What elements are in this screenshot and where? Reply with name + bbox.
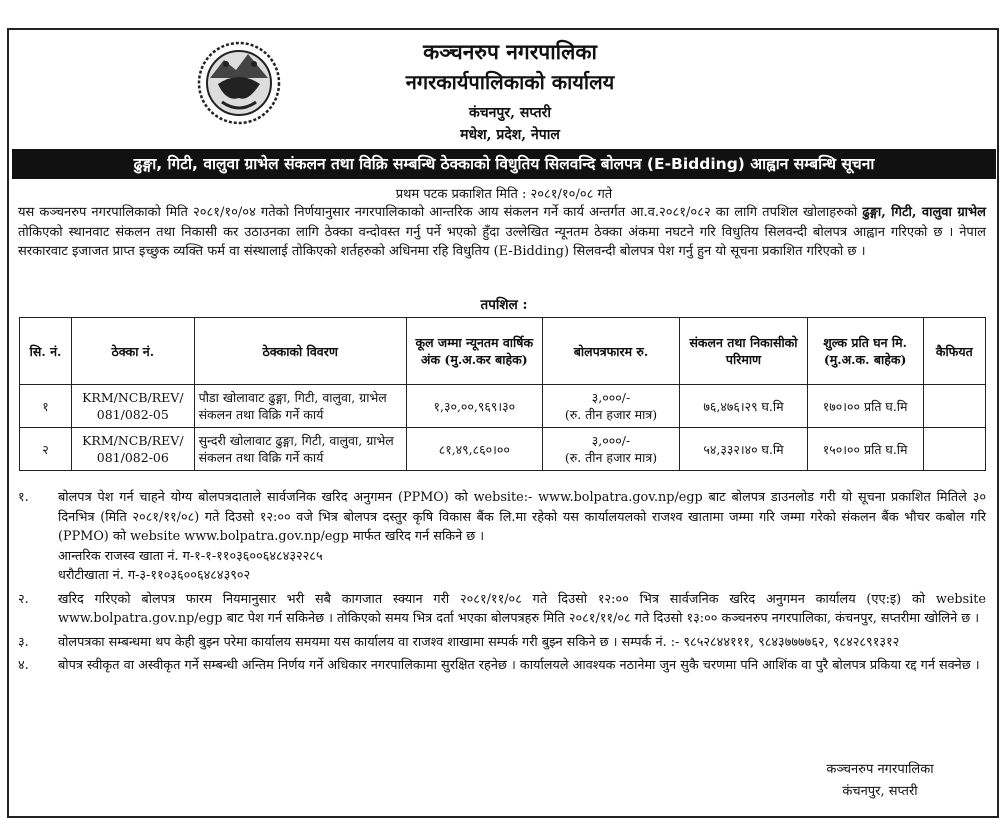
note-item: [18, 633, 986, 653]
note-text: वोलपत्रका सम्बन्धमा थप केही बुझ्न परेमा कार्यालय समयमा यस कार्यालय वा राजश्व शाखामा सम्पर्क गरी बुझ्न सकिने छ । सम्पर्क नं. :- ९८५२८४४१११, ९८४३७७७७६२, ९८४२८९१३१२: [58, 634, 900, 650]
cell-sn: २: [20, 428, 72, 471]
notice-title-banner: ढुङ्गा, गिटी, वालुवा ग्राभेल संकलन तथा विक्रि सम्बन्धि ठेक्काको विधुतिय सिलवन्दि बोलपत्र (E-Bidding) आह्वान सम्बन्धि सूचना: [12, 149, 996, 179]
cell-contract-no: KRM/NCB/REV/ 081/082-05: [72, 385, 195, 428]
cell-sn: १: [20, 385, 72, 428]
office-address: कंचनपुर, सप्तरी: [469, 105, 551, 121]
cell-form-fee: [542, 385, 680, 428]
publish-date: प्रथम पटक प्रकाशित मिति : २०८१/१०/०८ गते: [395, 187, 613, 202]
cell-rate: १७०।०० प्रति घ.मि: [807, 385, 923, 428]
note-number: ३.: [18, 634, 29, 650]
cell-quantity: ५४,३३२।४० घ.मि: [680, 428, 807, 471]
note-number: १.: [18, 490, 29, 505]
office-province: मधेश, प्रदेश, नेपाल: [460, 127, 560, 143]
col-header-sn: सि. नं.: [20, 318, 72, 385]
cell-remarks: [923, 385, 985, 428]
signature-block: [780, 759, 980, 803]
form-fee-value: ३,०००/-: [591, 390, 631, 405]
note-text: बोपत्र स्वीकृत वा अस्वीकृत गर्ने सम्बन्धी अन्तिम निर्णय गर्ने अधिकार नगरपालिकामा सुरक्षित रहनेछ । कार्यालयले आवश्यक नठानेमा जुन सुकै चरणमा पनि आशिंक वा पुरै बोलपत्र प्रकिया रद्द गर्न सक्नेछ ।: [58, 658, 980, 673]
note-item: [18, 488, 986, 586]
note-item: [18, 656, 986, 676]
note-number: ४.: [18, 658, 29, 673]
col-header-amount: कूल जम्मा न्यूनतम वार्षिक अंक (मु.अ.कर बाहेक): [406, 318, 542, 385]
deposit-account-no: धरौटीखाता नं. ग-३-११०३६००६४८४३९०२: [58, 568, 251, 583]
cell-description: सुन्दरी खोलावाट ढुङ्गा, गिटी, वालुवा, ग्राभेल संकलन तथा विक्रि गर्ने कार्य: [194, 428, 406, 471]
note-number: २.: [18, 591, 29, 607]
cell-contract-no: KRM/NCB/REV/ 081/082-06: [72, 428, 195, 471]
form-fee-value: ३,०००/-: [591, 433, 631, 448]
col-header-remarks: कैफियत: [923, 318, 985, 385]
cell-form-fee: [542, 428, 680, 471]
table-header-row: [20, 318, 986, 385]
intro-text-2: तोकिएको स्थानवाट संकलन तथा निकासी कर उठाउनका लागि ठेक्का वन्दोवस्त गर्नु पर्ने भएको हुँदा उल्लेखित न्यूनतम ठेक्का अंकमा नघटने गरि विधुतिय सिलवन्दी बोलपत्र आह्वान गरिएको छ । नेपाल सरकारवाट इजाजत प्राप्त इच्छुक व्यक्ति फर्म वा संस्थालाई तोकिएको शर्तहरुको अधिनमा रहि विधुतिय (E-Bidding) सिलवन्दी बोलपत्र पेश गर्नु हुन यो सूचना प्रकाशित गरिएको छ ।: [18, 224, 986, 259]
cell-description: पौडा खोलावाट ढुङ्गा, गिटी, वालुवा, ग्राभेल संकलन तथा विक्रि गर्ने कार्य: [194, 385, 406, 428]
schedule-label: तपशिल :: [480, 297, 528, 313]
contract-table: [19, 317, 986, 471]
cell-quantity: ७६,४७६।२९ घ.मि: [680, 385, 807, 428]
cell-remarks: [923, 428, 985, 471]
intro-text-1: यस कञ्चनरुप नगरपालिकाको मिति २०८१/१०/०४ गतेको निर्णयानुसार नगरपालिकाको आन्तरिक आय संकलन गर्ने कार्य अन्तर्गत आ.व.२०८१/०८२ का लागि तपशिल खोलाहरुको: [18, 205, 863, 220]
cell-rate: १५०।०० प्रति घ.मि: [807, 428, 923, 471]
col-header-rate: शुल्क प्रति घन मि. (मु.अ.क. बाहेक): [807, 318, 923, 385]
table-row: [20, 428, 986, 471]
notes-list: [18, 488, 986, 680]
cell-amount: ८१,४९,८६०।००: [406, 428, 542, 471]
note-text: बोलपत्र पेश गर्न चाहने योग्य बोलपत्रदाताले सार्वजनिक खरिद अनुगमन (PPMO) को website:- www.bolpatra.gov.np/egp बाट बोलपत्र डाउनलोड गरी यो सूचना प्रकाशित मितिले ३० दिनभित्र (मिति २०८१/११/०८) गते दिउसो १२:०० वजे भित्र बोलपत्र दस्तुर कृषि विकास बैंक लि.मा रहेको यस कार्यालयलको राजश्व खातामा जम्मा गरि जम्मा गरेको संकलन बैंक भौचर कबोल गरि (PPMO) को website www.bolpatra.gov.np/egp मार्फत खरिद गर्न सकिने छ ।: [58, 490, 986, 544]
intro-paragraph: [18, 203, 986, 262]
form-fee-words: (रु. तीन हजार मात्र): [564, 450, 658, 465]
col-header-form-fee: बोलपत्रफारम रु.: [542, 318, 680, 385]
note-text: खरिद गरिएको बोलपत्र फारम नियमानुसार भरी सबै कागजात स्क्यान गरी २०८१/११/०८ गते दिउसो १२:०० भित्र सार्वजनिक खरिद अनुगमन कार्यालय (एए:इ) को website www.bolpatra.gov.np/egp बाट पेश गर्न सकिनेछ । तोकिएको समय भित्र दर्ता भएका बोलपत्रहरु मिति २०८१/११/०८ गते दिउसो १३:०० कञ्चनरुप नगरपालिका, कंचनपुर, सप्तरीमा खोलिने छ ।: [58, 591, 986, 626]
col-header-quantity: संकलन तथा निकासीको परिमाण: [680, 318, 807, 385]
municipality-name: कञ्चनरुप नगरपालिका: [423, 39, 597, 64]
note-item: [18, 590, 986, 629]
office-name: नगरकार्यपालिकाको कार्यालय: [405, 70, 615, 94]
intro-bold-materials: ढुङ्गा, गिटी, वालुवा ग्राभेल: [862, 205, 987, 220]
col-header-contract-no: ठेक्का नं.: [72, 318, 195, 385]
signature-address: कंचनपुर, सप्तरी: [842, 784, 918, 799]
col-header-description: ठेक्काको विवरण: [194, 318, 406, 385]
table-row: [20, 385, 986, 428]
cell-amount: १,३०,००,९६९।३०: [406, 385, 542, 428]
form-fee-words: (रु. तीन हजार मात्र): [564, 407, 658, 422]
signature-org: कञ्चनरुप नगरपालिका: [826, 762, 934, 777]
revenue-account-no: आन्तरिक राजस्व खाता नं. ग-१-१-११०३६००६४८४३२२८५: [58, 548, 323, 564]
